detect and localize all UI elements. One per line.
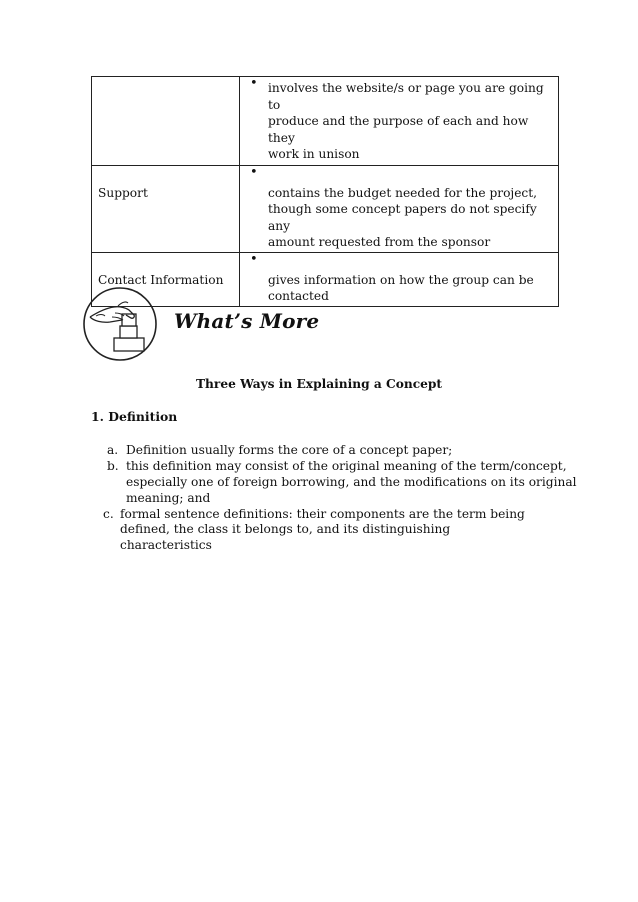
section-title: What’s More <box>174 309 320 333</box>
hand-stacking-blocks-icon <box>82 286 158 362</box>
bullet-icon: • <box>250 76 258 91</box>
row-label: Contact Information <box>98 272 224 287</box>
description-line: amount requested from the sponsor <box>268 235 491 249</box>
table-cell-description <box>240 77 559 166</box>
list-item-text: meaning; and <box>126 491 211 505</box>
table-row <box>92 77 559 166</box>
numbered-heading: 1. Definition <box>91 409 178 424</box>
list-item-text: especially one of foreign borrowing, and the modifications on its original <box>126 475 577 489</box>
list-item-text: characteristics <box>120 538 212 552</box>
list-item-text: this definition may consist of the original meaning of the term/concept, <box>126 459 567 473</box>
concept-paper-table <box>91 76 559 307</box>
bullet-icon: • <box>250 251 258 267</box>
list-marker: c. <box>103 507 114 521</box>
table-cell-description <box>240 252 559 306</box>
list-item-text: Definition usually forms the core of a concept paper; <box>126 443 453 457</box>
description-line: contacted <box>268 289 329 303</box>
description-line: though some concept papers do not specify any <box>268 202 537 233</box>
description-line: produce and the purpose of each and how they <box>268 114 529 145</box>
table-cell-description <box>240 165 559 252</box>
table-row <box>92 252 559 306</box>
description-line: contains the budget needed for the project, <box>268 185 538 200</box>
list-item-text: formal sentence definitions: their components are the term being <box>120 507 525 521</box>
row-label: Support <box>98 185 148 200</box>
list-item-text: defined, the class it belongs to, and its distinguishing <box>120 522 451 536</box>
table-cell-label <box>92 165 240 252</box>
description-line: gives information on how the group can be <box>268 272 534 287</box>
row-label <box>92 77 239 81</box>
table-cell-label <box>92 77 240 166</box>
list-marker: a. <box>107 443 119 457</box>
section-subheading: Three Ways in Explaining a Concept <box>195 377 443 391</box>
description-line: involves the website/s or page you are going to <box>268 81 544 112</box>
bullet-icon: • <box>250 164 258 180</box>
description-line: work in unison <box>268 147 360 161</box>
table-row <box>92 165 559 252</box>
list-marker: b. <box>107 459 119 473</box>
